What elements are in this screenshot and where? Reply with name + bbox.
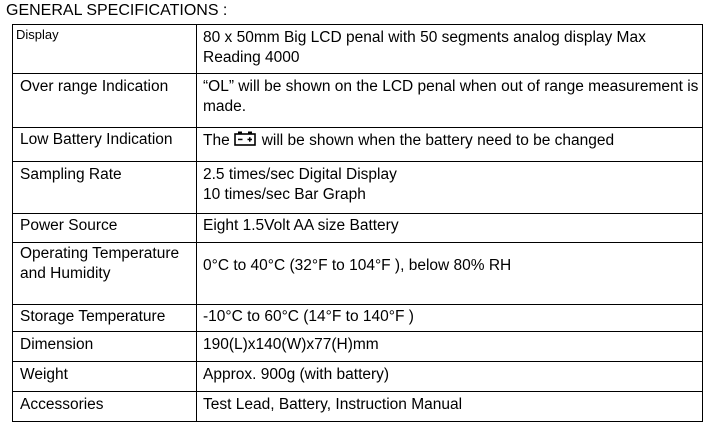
spec-label-low-battery: Low Battery Indication [13,128,197,162]
spec-label-over-range: Over range Indication [13,74,197,128]
spec-label-display: Display [13,25,197,74]
spec-row-storage-temperature [13,305,703,332]
spec-value-storage-temperature: -10°C to 60°C (14°F to 140°F ) [197,305,703,332]
sampling-rate-line: 2.5 times/sec Digital Display [203,166,397,183]
spec-label-sampling-rate: Sampling Rate [13,162,197,214]
spec-row-accessories [13,392,703,422]
battery-icon [234,131,256,152]
spec-row-sampling-rate [13,162,703,214]
spec-value-over-range: “OL” will be shown on the LCD penal when out of range measurement is made. [197,74,703,128]
spec-row-operating-temperature [13,243,703,305]
spec-value-accessories: Test Lead, Battery, Instruction Manual [197,392,703,422]
spec-row-dimension [13,332,703,362]
spec-value-operating-temperature: 0°C to 40°C (32°F to 104°F ), below 80% RH [197,243,703,305]
spec-label-operating-temperature [13,243,197,305]
section-title: GENERAL SPECIFICATIONS : [6,2,228,19]
spec-label-accessories: Accessories [13,392,197,422]
spec-value-dimension: 190(L)x140(W)x77(H)mm [197,332,703,362]
sampling-rate-line: 10 times/sec Bar Graph [203,186,366,203]
spec-value-sampling-rate [197,162,703,214]
spec-label-storage-temperature: Storage Temperature [13,305,197,332]
spec-value-display: 80 x 50mm Big LCD penal with 50 segments analog display Max Reading 4000 [197,25,703,74]
spec-value-power-source: Eight 1.5Volt AA size Battery [197,214,703,243]
spec-label-power-source: Power Source [13,214,197,243]
spec-label-weight: Weight [13,362,197,392]
spec-row-low-battery [13,128,703,162]
low-battery-text-after: will be shown when the battery need to be changed [261,132,615,149]
operating-temp-label-line: and Humidity [20,265,111,282]
spec-value-low-battery [197,128,703,162]
operating-temp-label-line: Operating Temperature [20,245,180,262]
spec-row-power-source [13,214,703,243]
spec-row-weight [13,362,703,392]
spec-row-display [13,25,703,74]
low-battery-text-before: The [203,132,230,149]
spec-label-dimension: Dimension [13,332,197,362]
spec-value-weight: Approx. 900g (with battery) [197,362,703,392]
spec-row-over-range [13,74,703,128]
specifications-table [12,24,703,422]
